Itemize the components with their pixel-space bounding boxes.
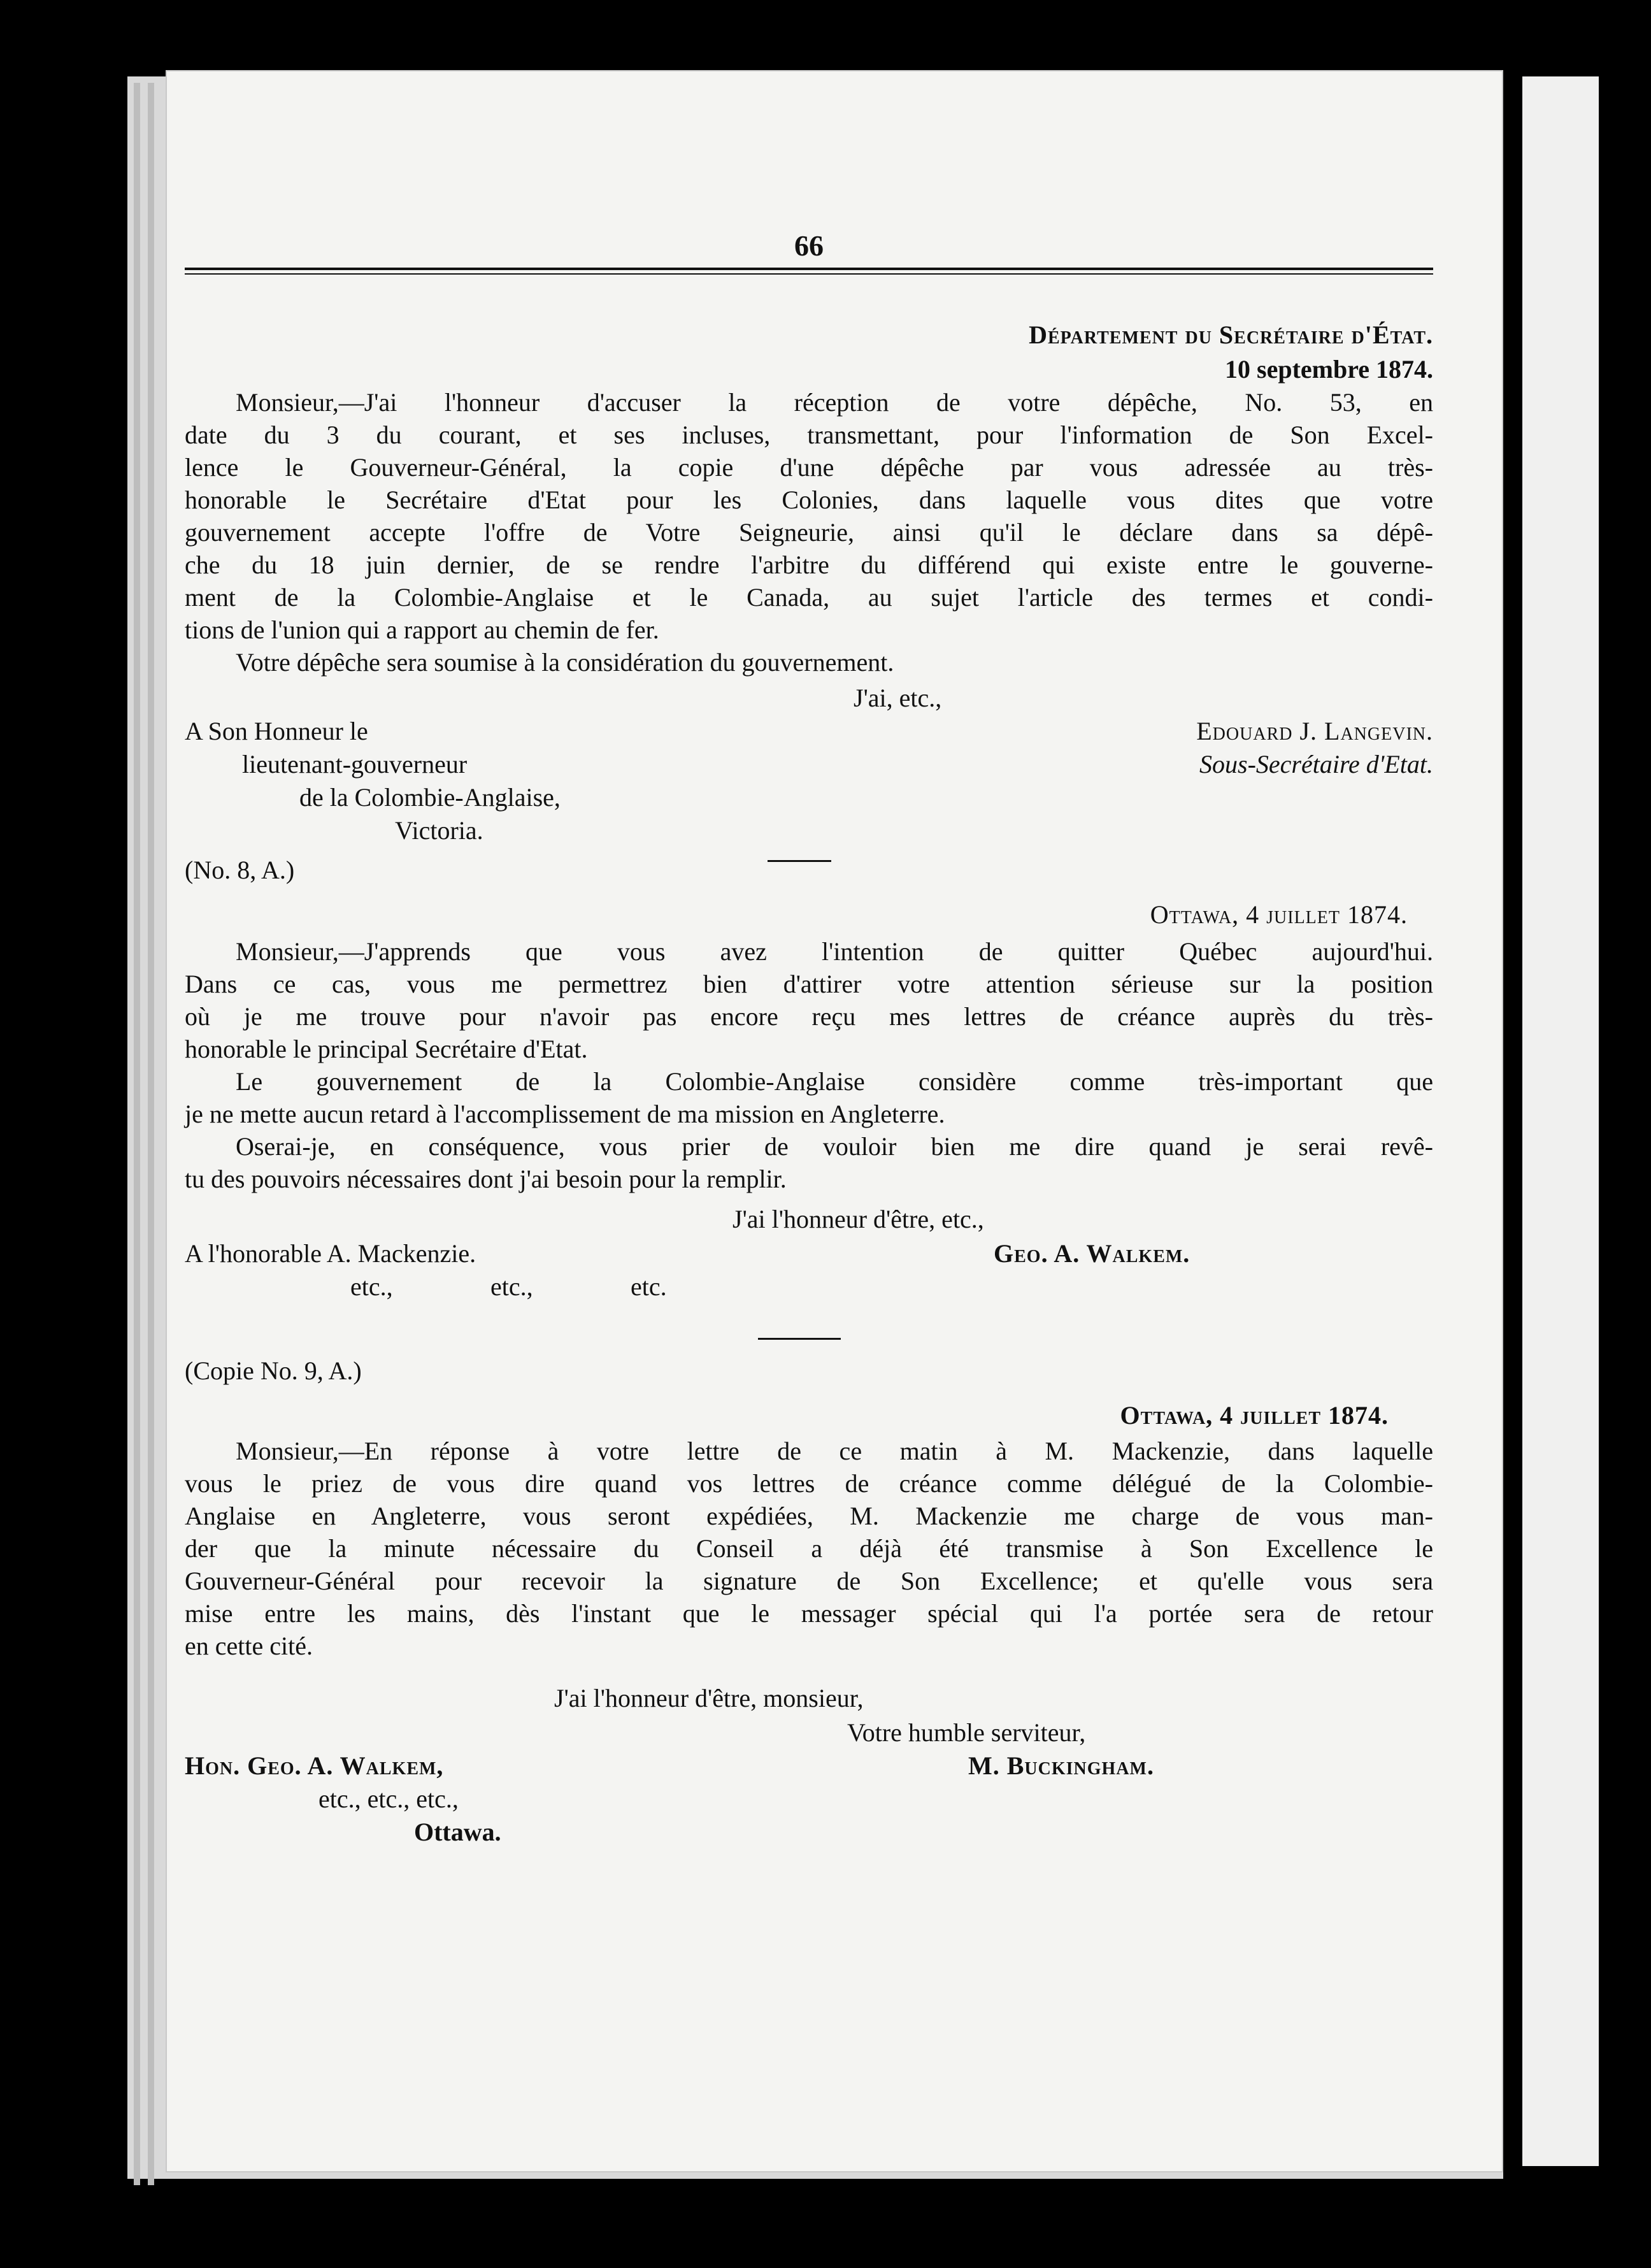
letter3-closing: J'ai l'honneur d'être, monsieur, (554, 1684, 864, 1712)
letter1-date: 10 septembre 1874. (1225, 355, 1433, 384)
letter2-line: Monsieur,—J'apprends que vous avez l'intention de quitter Québec aujourd'hui. (236, 937, 1433, 966)
letter1-body (185, 386, 1433, 678)
section-separator (768, 860, 831, 862)
header-rule (185, 268, 1433, 276)
letter3-dateline: Ottawa, 4 juillet 1874. (1120, 1401, 1389, 1430)
letter1-line: gouvernement accepte l'offre de Votre Seigneurie, ainsi qu'il le déclare dans sa dépê- (185, 518, 1433, 547)
letter3-line: vous le priez de vous dire quand vos lettres de créance comme délégué de la Colombie- (185, 1469, 1433, 1498)
letter3-addressee: etc., etc., etc., (318, 1784, 459, 1813)
letter1-addressee: lieutenant-gouverneur (242, 750, 468, 779)
letter3-label: (Copie No. 9, A.) (185, 1356, 362, 1385)
letter3-line: der que la minute nécessaire du Conseil a déjà été transmise à Son Excellence le (185, 1534, 1433, 1563)
letter1-heading: Département du Secrétaire d'État. (1029, 320, 1433, 349)
letter2-line: Oserai-je, en conséquence, vous prier de vouloir bien me dire quand je serai revê- (236, 1132, 1433, 1161)
letter2-line: où je me trouve pour n'avoir pas encore reçu mes lettres de créance auprès du très- (185, 1002, 1433, 1031)
letter1-line: tions de l'union qui a rapport au chemin de fer. (185, 615, 659, 644)
letter2-label: (No. 8, A.) (185, 856, 295, 884)
letter2-line: Le gouvernement de la Colombie-Anglaise considère comme très-important que (236, 1067, 1433, 1096)
letter1-closing-line: Votre dépêche sera soumise à la considération du gouvernement. (236, 648, 894, 677)
letter2-body (185, 935, 1433, 1195)
letter3-line: en cette cité. (185, 1632, 313, 1660)
letter3-line: mise entre les mains, dès l'instant que le messager spécial qui l'a portée sera de retour (185, 1599, 1433, 1628)
letter2-line: je ne mette aucun retard à l'accomplissement de ma mission en Angleterre. (185, 1100, 945, 1128)
letter3-line: Anglaise en Angleterre, vous seront expédiées, M. Mackenzie me charge de vous man- (185, 1502, 1433, 1530)
letter3-signer: M. Buckingham. (968, 1751, 1154, 1780)
letter1-line: date du 3 du courant, et ses incluses, transmettant, pour l'information de Son Excel- (185, 420, 1433, 449)
letter2-line: honorable le principal Secrétaire d'Etat. (185, 1035, 588, 1063)
letter3-line: Gouverneur-Général pour recevoir la signature de Son Excellence; et qu'elle vous sera (185, 1567, 1433, 1595)
letter1-line: Monsieur,—J'ai l'honneur d'accuser la réception de votre dépêche, No. 53, en (236, 388, 1433, 417)
letter2-line: Dans ce cas, vous me permettrez bien d'attirer votre attention sérieuse sur la position (185, 970, 1433, 998)
letter1-signer-title: Sous-Secrétaire d'Etat. (1199, 750, 1433, 779)
page-edge (148, 83, 154, 2185)
letter2-etc: etc., (350, 1272, 393, 1301)
page-number: 66 (794, 229, 824, 262)
letter2-line: tu des pouvoirs nécessaires dont j'ai besoin pour la remplir. (185, 1165, 787, 1193)
letter1-line: lence le Gouverneur-Général, la copie d'une dépêche par vous adressée au très- (185, 453, 1433, 482)
letter1-addressee: A Son Honneur le (185, 717, 368, 745)
letter1-closing: J'ai, etc., (854, 684, 942, 712)
facing-page-edge (1522, 76, 1599, 2166)
letter2-addressee: A l'honorable A. Mackenzie. (185, 1239, 476, 1268)
letter2-etc: etc. (631, 1272, 667, 1301)
letter3-closing: Votre humble serviteur, (847, 1718, 1086, 1747)
letter1-signer-name: Edouard J. Langevin. (1196, 717, 1433, 745)
page-edge (134, 83, 140, 2185)
letter2-closing: J'ai l'honneur d'être, etc., (733, 1205, 984, 1233)
letter3-addressee: Ottawa. (414, 1818, 501, 1846)
letter2-signer: Geo. A. Walkem. (994, 1239, 1190, 1268)
letter1-line: che du 18 juin dernier, de se rendre l'arbitre du différend qui existe entre le gouverne- (185, 550, 1433, 579)
letter2-dateline: Ottawa, 4 juillet 1874. (1150, 900, 1408, 929)
letter3-body (185, 1435, 1433, 1662)
page-content (185, 159, 1433, 1846)
section-separator (758, 1338, 841, 1340)
letter2-etc: etc., (490, 1272, 533, 1301)
letter3-addressee: Hon. Geo. A. Walkem, (185, 1751, 444, 1780)
letter1-addressee: de la Colombie-Anglaise, (299, 783, 561, 812)
letter3-line: Monsieur,—En réponse à votre lettre de ce matin à M. Mackenzie, dans laquelle (236, 1437, 1433, 1465)
letter1-line: ment de la Colombie-Anglaise et le Canada, au sujet l'article des termes et condi- (185, 583, 1433, 612)
letter1-line: honorable le Secrétaire d'Etat pour les Colonies, dans laquelle vous dites que votre (185, 485, 1433, 514)
letter1-addressee: Victoria. (395, 816, 483, 845)
